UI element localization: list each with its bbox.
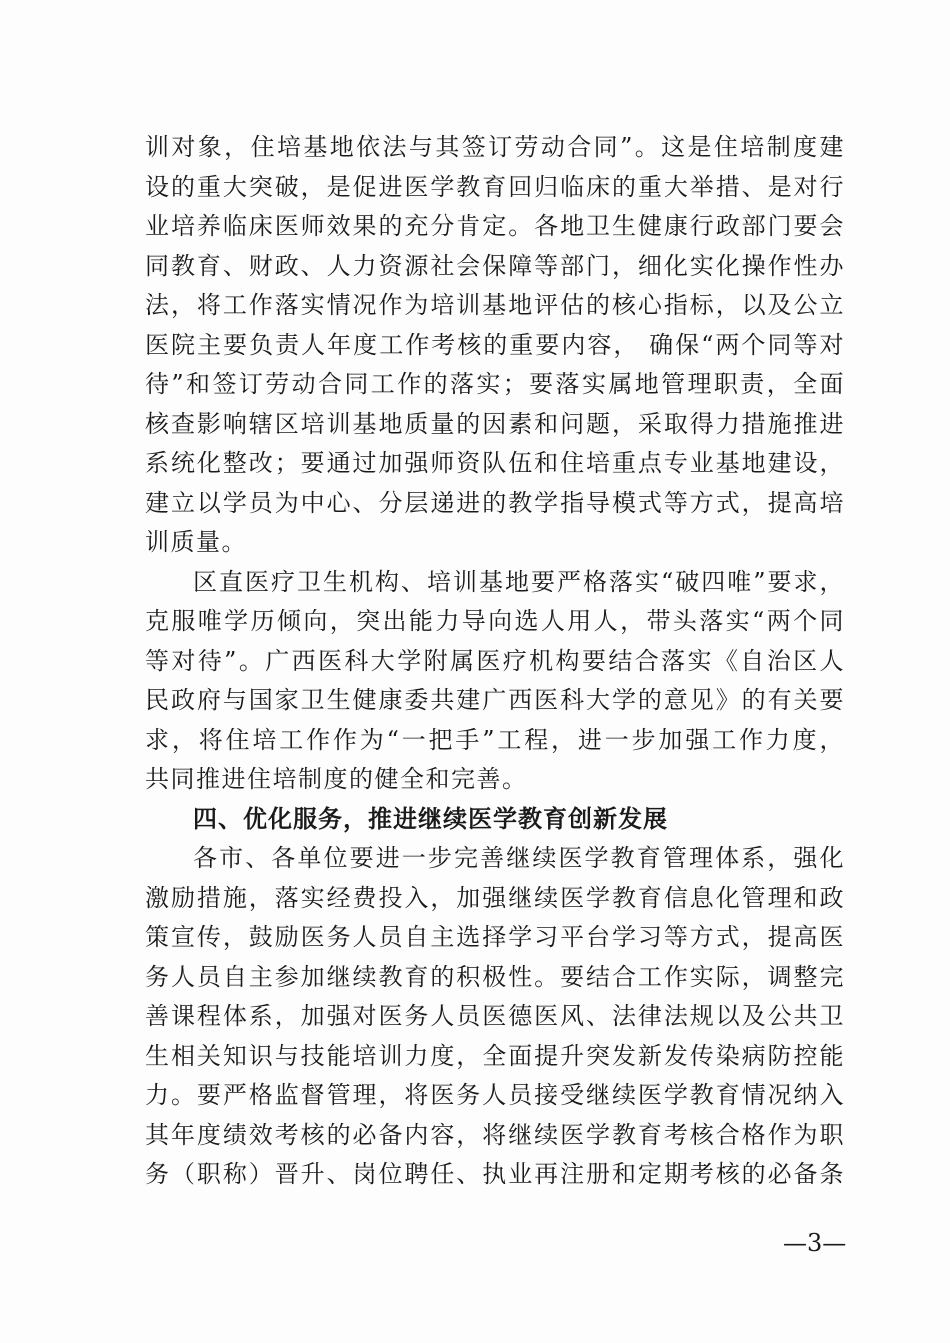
section-heading: 四、优化服务，推进继续医学教育创新发展 [193, 804, 668, 833]
text-line: 核查影响辖区培训基地质量的因素和问题，采取得力措施推进 [145, 409, 845, 438]
text-line: 法，将工作落实情况作为培训基地评估的核心指标，以及公立 [145, 291, 845, 319]
text-line: 建立以学员为中心、分层递进的教学指导模式等方式，提高培 [145, 488, 845, 517]
text-line: 业培养临床医师效果的充分肯定。各地卫生健康行政部门要会 [145, 212, 845, 240]
text-line: 训质量。 [145, 528, 247, 556]
text-line: 激励措施，落实经费投入，加强继续医学教育信息化管理和政 [145, 883, 845, 912]
page-number: —3— [783, 1229, 847, 1257]
text-line: 民政府与国家卫生健康委共建广西医科大学的意见》的有关要 [145, 686, 845, 714]
text-line: 区直医疗卫生机构、培训基地要严格落实“破四唯”要求， [193, 567, 845, 596]
text-line: 克服唯学历倾向，突出能力导向选人用人，带头落实“两个同 [145, 607, 845, 635]
text-line: 力。要严格监督管理，将医务人员接受继续医学教育情况纳入 [145, 1081, 845, 1109]
text-line: 等对待”。广西医科大学附属医疗机构要结合落实《自治区人 [145, 646, 845, 675]
document-body [145, 128, 845, 1195]
text-line: 医院主要负责人年度工作考核的重要内容， 确保“两个同等对 [145, 330, 845, 359]
text-line: 其年度绩效考核的必备内容，将继续医学教育考核合格作为职 [145, 1120, 845, 1149]
text-line: 同教育、财政、人力资源社会保障等部门，细化实化操作性办 [145, 251, 845, 280]
text-line: 求，将住培工作作为“一把手”工程，进一步加强工作力度， [145, 725, 845, 754]
text-line: 待”和签订劳动合同工作的落实；要落实属地管理职责，全面 [145, 370, 845, 398]
text-line: 各市、各单位要进一步完善继续医学教育管理体系，强化 [193, 844, 845, 872]
text-line: 系统化整改；要通过加强师资队伍和住培重点专业基地建设， [145, 449, 845, 477]
text-line: 训对象，住培基地依法与其签订劳动合同”。这是住培制度建 [145, 133, 845, 161]
text-line: 设的重大突破，是促进医学教育回归临床的重大举措、是对行 [145, 172, 845, 201]
text-line: 共同推进住培制度的健全和完善。 [145, 765, 528, 793]
text-line: 生相关知识与技能培训力度，全面提升突发新发传染病防控能 [145, 1041, 845, 1070]
text-line: 策宣传，鼓励医务人员自主选择学习平台学习等方式，提高医 [145, 923, 845, 951]
text-line: 善课程体系，加强对医务人员医德医风、法律法规以及公共卫 [145, 1002, 845, 1030]
text-line: 务人员自主参加继续教育的积极性。要结合工作实际，调整完 [145, 962, 845, 991]
text-line: 务（职称）晋升、岗位聘任、执业再注册和定期考核的必备条 [145, 1160, 845, 1188]
